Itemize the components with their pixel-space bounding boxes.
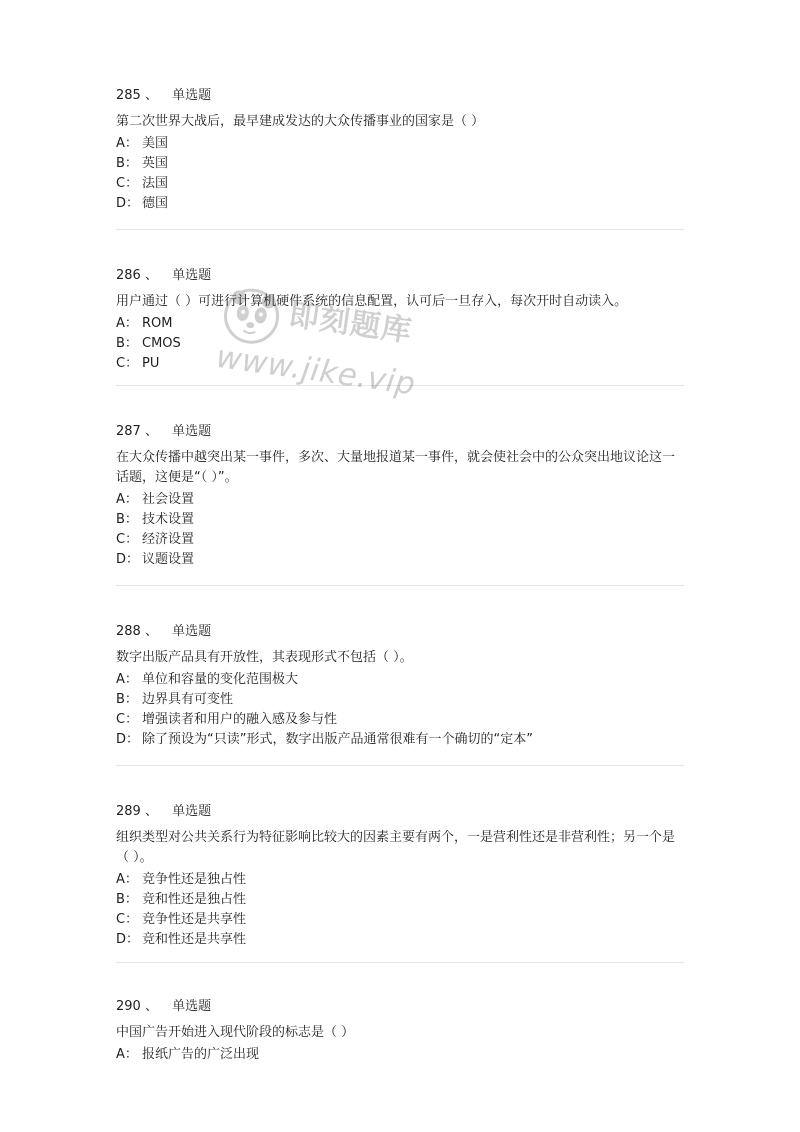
option-a — [116, 670, 686, 690]
question-287 — [116, 422, 686, 570]
option-key: A： — [116, 1047, 138, 1062]
option-b — [116, 890, 686, 910]
question-290 — [116, 997, 686, 1065]
option-b — [116, 154, 686, 174]
question-stem: 数字出版产品具有开放性，其表现形式不包括（ ）。 — [116, 650, 413, 665]
option-key: C： — [116, 712, 139, 727]
option-text: 报纸广告的广泛出现 — [142, 1047, 260, 1062]
question-number: 290 、 — [116, 999, 158, 1014]
section-divider — [116, 229, 684, 230]
watermark-brand: 即刻题库 — [286, 297, 415, 350]
option-c — [116, 910, 686, 930]
option-a — [116, 314, 686, 334]
option-c — [116, 174, 686, 194]
question-header — [116, 802, 686, 822]
question-number: 288 、 — [116, 624, 158, 639]
option-list — [116, 490, 686, 570]
option-key: A： — [116, 136, 138, 151]
question-type: 单选题 — [172, 624, 212, 639]
option-b — [116, 510, 686, 530]
question-header — [116, 86, 686, 106]
option-text: 德国 — [142, 196, 169, 211]
question-number: 286 、 — [116, 268, 158, 283]
option-key: B： — [116, 336, 138, 351]
question-header — [116, 622, 686, 642]
question-type: 单选题 — [172, 424, 212, 439]
option-a — [116, 490, 686, 510]
option-text: 英国 — [142, 156, 169, 171]
question-stem: 第二次世界大战后，最早建成发达的大众传播事业的国家是（ ） — [116, 114, 485, 129]
option-text: 议题设置 — [142, 552, 195, 567]
question-type: 单选题 — [172, 999, 212, 1014]
option-d — [116, 550, 686, 570]
question-type: 单选题 — [172, 804, 212, 819]
option-key: B： — [116, 692, 138, 707]
question-number: 287 、 — [116, 424, 158, 439]
option-key: A： — [116, 316, 138, 331]
option-text: 法国 — [142, 176, 169, 191]
question-286 — [116, 266, 686, 374]
option-key: D： — [116, 196, 140, 211]
option-text: 美国 — [142, 136, 169, 151]
question-number: 289 、 — [116, 804, 158, 819]
option-c — [116, 530, 686, 550]
section-divider — [116, 385, 684, 386]
section-divider — [116, 962, 684, 963]
option-key: A： — [116, 492, 138, 507]
option-key: C： — [116, 532, 139, 547]
question-type: 单选题 — [172, 268, 212, 283]
option-a — [116, 134, 686, 154]
option-key: D： — [116, 732, 140, 747]
option-a — [116, 1045, 686, 1065]
question-header — [116, 997, 686, 1017]
option-key: C： — [116, 912, 139, 927]
question-stem: 组织类型对公共关系行为特征影响比较大的因素主要有两个，一是营利性还是非营利性；另一个是（ ）。 — [116, 830, 676, 865]
option-text: 增强读者和用户的融入感及参与性 — [142, 712, 338, 727]
option-text: CMOS — [142, 336, 181, 351]
option-key: D： — [116, 552, 140, 567]
option-list — [116, 314, 686, 374]
question-stem: 中国广告开始进入现代阶段的标志是（ ） — [116, 1025, 355, 1040]
option-text: 单位和容量的变化范围极大 — [142, 672, 299, 687]
section-divider — [116, 765, 684, 766]
option-b — [116, 334, 686, 354]
question-type: 单选题 — [172, 88, 212, 103]
option-text: 除了预设为“只读”形式，数字出版产品通常很难有一个确切的“定本” — [142, 732, 533, 747]
question-header — [116, 422, 686, 442]
option-c — [116, 710, 686, 730]
option-text: 竞和性还是共享性 — [142, 932, 247, 947]
option-text: 边界具有可变性 — [142, 692, 234, 707]
option-list — [116, 1045, 686, 1065]
question-stem: 用户通过（ ）可进行计算机硬件系统的信息配置，认可后一旦存入，每次开时自动读入。 — [116, 294, 628, 309]
option-a — [116, 870, 686, 890]
question-number: 285 、 — [116, 88, 158, 103]
option-key: A： — [116, 672, 138, 687]
question-stem: 在大众传播中越突出某一事件，多次、大量地报道某一事件，就会使社会中的公众突出地议论这一话题，这便是“（ ）”。 — [116, 450, 676, 485]
option-text: 竞和性还是独占性 — [142, 892, 247, 907]
option-text: 技术设置 — [142, 512, 195, 527]
question-285 — [116, 86, 686, 214]
option-key: B： — [116, 512, 138, 527]
section-divider — [116, 585, 684, 586]
option-key: A： — [116, 872, 138, 887]
option-text: 社会设置 — [142, 492, 195, 507]
option-key: C： — [116, 356, 139, 371]
option-list — [116, 870, 686, 950]
option-key: B： — [116, 156, 138, 171]
option-text: ROM — [142, 316, 173, 331]
option-d — [116, 194, 686, 214]
option-key: B： — [116, 892, 138, 907]
option-text: PU — [142, 356, 160, 371]
question-header — [116, 266, 686, 286]
option-b — [116, 690, 686, 710]
question-289 — [116, 802, 686, 950]
option-d — [116, 730, 686, 750]
watermark-url: www.jike.vip — [214, 338, 418, 403]
option-d — [116, 930, 686, 950]
option-list — [116, 134, 686, 214]
option-text: 经济设置 — [142, 532, 195, 547]
option-text: 竞争性还是共享性 — [142, 912, 247, 927]
option-key: D： — [116, 932, 140, 947]
option-key: C： — [116, 176, 139, 191]
option-text: 竞争性还是独占性 — [142, 872, 247, 887]
option-c — [116, 354, 686, 374]
option-list — [116, 670, 686, 750]
question-288 — [116, 622, 686, 750]
